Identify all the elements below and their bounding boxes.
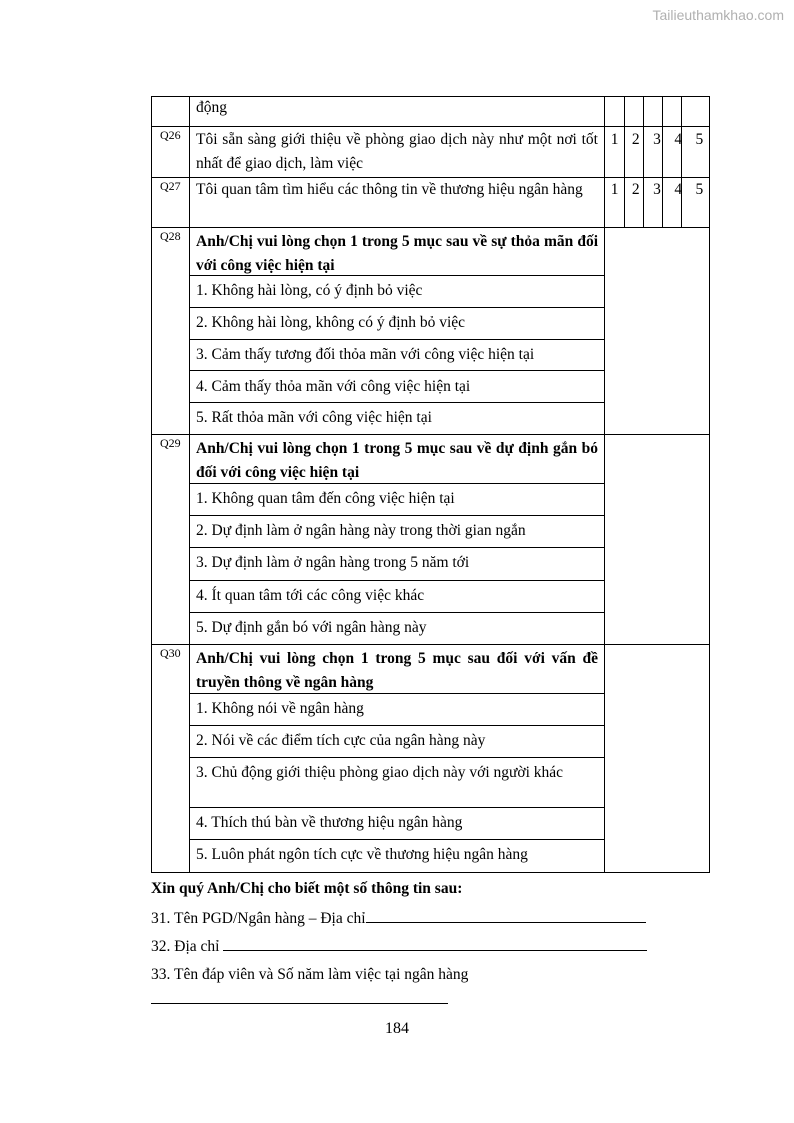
answer-option[interactable]: 3. Dự định làm ở ngân hàng trong 5 năm tới [196, 554, 470, 571]
q31-answer-line[interactable] [366, 908, 646, 923]
answer-option[interactable]: 2. Nói về các điểm tích cực của ngân hàng này [196, 732, 486, 749]
answer-option[interactable]: 1. Không nói về ngân hàng [196, 700, 364, 717]
scale-option[interactable]: 1 [610, 131, 619, 148]
question-heading: Anh/Chị vui lòng chọn 1 trong 5 mục sau về dự định gắn bó đối với công việc hiện tại [196, 440, 598, 481]
info-q31-label: 31. Tên PGD/Ngân hàng – Địa chỉ [151, 910, 366, 927]
question-heading: Anh/Chị vui lòng chọn 1 trong 5 mục sau về sự thỏa mãn đối với công việc hiện tại [196, 233, 598, 274]
question-text: Tôi quan tâm tìm hiểu các thông tin về thương hiệu ngân hàng [196, 181, 583, 198]
answer-option[interactable]: 1. Không quan tâm đến công việc hiện tại [196, 490, 455, 507]
scale-option[interactable]: 5 [695, 181, 704, 198]
scale-option[interactable]: 3 [653, 181, 661, 198]
scale-option[interactable]: 4 [674, 181, 683, 198]
answer-option[interactable]: 4. Cảm thấy thỏa mãn với công việc hiện tại [196, 378, 471, 395]
answer-option[interactable]: 2. Dự định làm ở ngân hàng này trong thời gian ngắn [196, 522, 526, 539]
question-text: Tôi sẵn sàng giới thiệu về phòng giao dịch này như một nơi tốt nhất để giao dịch, làm việc [196, 131, 598, 172]
answer-option[interactable]: 3. Chủ động giới thiệu phòng giao dịch này với người khác [196, 764, 564, 781]
answer-option[interactable]: 3. Cảm thấy tương đối thỏa mãn với công việc hiện tại [196, 346, 535, 363]
info-q32-label: 32. Địa chỉ [151, 938, 220, 955]
info-q32 [151, 935, 647, 959]
q32-answer-line[interactable] [223, 936, 647, 951]
question-code: Q28 [160, 229, 181, 243]
answer-option[interactable]: 1. Không hài lòng, có ý định bỏ việc [196, 282, 423, 299]
question-code: Q29 [160, 436, 181, 450]
question-heading: Anh/Chị vui lòng chọn 1 trong 5 mục sau đối với vấn đề truyền thông về ngân hàng [196, 650, 598, 691]
question-text: động [196, 99, 227, 116]
info-heading: Xin quý Anh/Chị cho biết một số thông tin sau: [151, 880, 463, 897]
answer-option[interactable]: 4. Thích thú bàn về thương hiệu ngân hàng [196, 814, 463, 831]
scale-option[interactable]: 1 [610, 181, 619, 198]
question-code: Q26 [160, 128, 181, 142]
page-number: 184 [385, 1020, 409, 1037]
answer-option[interactable]: 2. Không hài lòng, không có ý định bỏ việc [196, 314, 466, 331]
answer-option[interactable]: 5. Luôn phát ngôn tích cực về thương hiệu ngân hàng [196, 846, 528, 863]
answer-option[interactable]: 5. Dự định gắn bó với ngân hàng này [196, 619, 427, 636]
info-q31 [151, 907, 646, 931]
info-q33 [151, 963, 468, 987]
scale-option[interactable]: 3 [653, 131, 661, 148]
answer-option[interactable]: 5. Rất thỏa mãn với công việc hiện tại [196, 409, 432, 426]
scale-option[interactable]: 4 [674, 131, 683, 148]
scale-option[interactable]: 2 [631, 131, 640, 148]
info-q33-label: 33. Tên đáp viên và Số năm làm việc tại ngân hàng [151, 966, 469, 983]
q33-answer-line[interactable] [151, 1003, 448, 1004]
question-code: Q30 [160, 646, 181, 660]
answer-option[interactable]: 4. Ít quan tâm tới các công việc khác [196, 587, 425, 604]
question-code: Q27 [160, 179, 181, 193]
scale-option[interactable]: 5 [695, 131, 704, 148]
scale-option[interactable]: 2 [631, 181, 640, 198]
watermark: Tailieuthamkhao.com [652, 7, 784, 23]
